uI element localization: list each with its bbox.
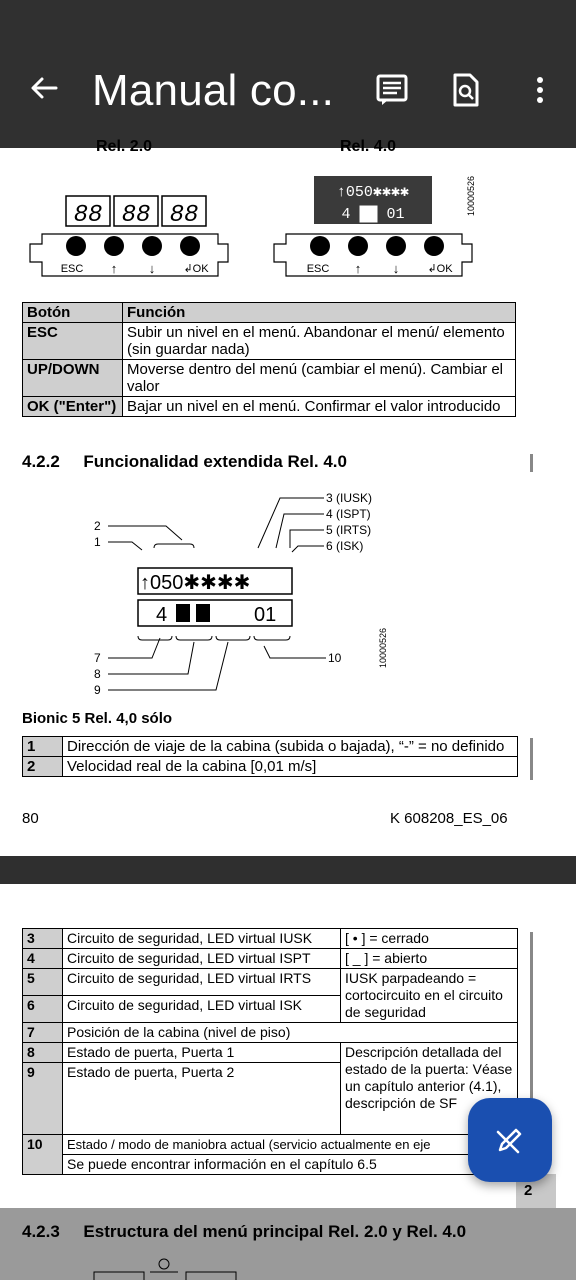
row-note: [ _ ] = abierto (341, 949, 518, 969)
search-document-icon[interactable] (446, 70, 486, 110)
figure-code: 10000526 (378, 627, 388, 668)
table-row (23, 969, 518, 996)
svg-text:↓: ↓ (392, 261, 400, 276)
svg-text:4 ██ 01: 4 ██ 01 (341, 206, 405, 223)
svg-text:↑: ↑ (354, 261, 362, 276)
row-key: 5 (23, 969, 63, 996)
annotate-fab[interactable] (468, 1098, 552, 1182)
callout-label: 2 (94, 519, 101, 533)
row-key: 4 (23, 949, 63, 969)
callout-label: 1 (94, 535, 101, 549)
section-heading-4-2-2: 4.2.2 Funcionalidad extendida Rel. 4.0 (22, 452, 347, 471)
change-bar (530, 454, 533, 472)
table-row (23, 949, 518, 969)
table-row (23, 360, 516, 397)
callout-label: 3 (IUSK) (326, 491, 373, 505)
svg-text:88: 88 (169, 202, 199, 229)
bionic-title: Bionic 5 Rel. 4,0 sólo (22, 710, 173, 727)
svg-text:ESC: ESC (306, 263, 330, 275)
callout-label: 8 (94, 667, 101, 681)
header-cell: Botón (23, 303, 123, 323)
pen-edit-icon (490, 1120, 530, 1160)
row-key: 8 (23, 1043, 63, 1063)
row-key: 7 (23, 1023, 63, 1043)
row-key: 9 (23, 1063, 63, 1135)
row-value: Subir un nivel en el menú. Abandonar el menú/ elemento (sin guardar nada) (123, 323, 516, 360)
callout-label: 5 (IRTS) (326, 523, 372, 537)
row-key: 10 (23, 1135, 63, 1175)
legend-table-2 (22, 928, 518, 1175)
table-header-row (23, 303, 516, 323)
row-value: Circuito de seguridad, LED virtual ISPT (63, 949, 341, 969)
table-row (23, 757, 518, 777)
row-key: 2 (23, 757, 63, 777)
header-cell: Función (123, 303, 516, 323)
svg-text:01: 01 (254, 604, 277, 626)
row-value: Moverse dentro del menú (cambiar el menú). Cambiar el valor (123, 360, 516, 397)
row-value: Posición de la cabina (nivel de piso) (63, 1023, 518, 1043)
svg-text:ESC: ESC (60, 263, 84, 275)
lcd-display (314, 176, 432, 224)
callout-label: 4 (ISPT) (326, 507, 371, 521)
table-row (23, 1043, 518, 1063)
svg-text:88: 88 (73, 202, 103, 229)
seven-segment-display (66, 196, 206, 229)
table-row (23, 737, 518, 757)
button-function-table (22, 302, 516, 417)
row-value: Velocidad real de la cabina [0,01 m/s] (63, 757, 518, 777)
svg-text:↑050✱✱✱✱: ↑050✱✱✱✱ (140, 572, 251, 594)
row-value: Estado de puerta, Puerta 1 (63, 1043, 341, 1063)
svg-text:↲OK: ↲OK (183, 263, 209, 275)
row-value: Circuito de seguridad, LED virtual ISK (63, 996, 341, 1023)
page-badge-text: 2 (524, 1182, 533, 1199)
legend-table-1 (22, 736, 518, 777)
row-key: OK ("Enter") (23, 397, 123, 417)
row-key: ESC (23, 323, 123, 360)
rel20-label-cut: Rel. 2.0 (96, 138, 153, 155)
rel40-label-cut: Rel. 4.0 (340, 138, 397, 155)
callout-label: 10 (328, 651, 342, 665)
row-value: Estado / modo de maniobra actual (servicio actualmente en eje (63, 1135, 518, 1155)
row-note: [ • ] = cerrado (341, 929, 518, 949)
table-row (23, 929, 518, 949)
keypad-figure (24, 176, 524, 288)
table-row (23, 1135, 518, 1155)
svg-text:↑050✱✱✱✱: ↑050✱✱✱✱ (336, 184, 410, 201)
table-row (23, 1155, 518, 1175)
page-number: 80 (22, 810, 39, 827)
row-value: Dirección de viaje de la cabina (subida o bajada), “-” = no definido (63, 737, 518, 757)
row-value: Estado de puerta, Puerta 2 (63, 1063, 341, 1135)
row-value: Circuito de seguridad, LED virtual IUSK (63, 929, 341, 949)
change-bar (530, 738, 533, 780)
row-key: UP/DOWN (23, 360, 123, 397)
row-value: Bajar un nivel en el menú. Confirmar el valor introducido (123, 397, 516, 417)
more-options-icon[interactable] (520, 70, 560, 110)
row-key: 3 (23, 929, 63, 949)
svg-text:↑: ↑ (110, 261, 118, 276)
bottom-overlay-strip (0, 1208, 576, 1280)
right-keypad (274, 234, 472, 276)
pdf-page-80 (0, 138, 576, 856)
menu-figure-cut (94, 1256, 244, 1280)
row-key: 6 (23, 996, 63, 1023)
row-value: Se puede encontrar información en el capítulo 6.5 (63, 1155, 518, 1175)
callout-label: 6 (ISK) (326, 539, 364, 553)
callout-label: 9 (94, 683, 101, 697)
table-row (23, 323, 516, 360)
row-note: Descripción detallada del estado de la puerta: Véase un capítulo anterior (4.1), descripción de SF (341, 1043, 518, 1135)
svg-text:4: 4 (156, 604, 168, 626)
document-code: K 608208_ES_06 (390, 810, 508, 827)
row-key: 1 (23, 737, 63, 757)
back-arrow-icon[interactable] (24, 68, 64, 108)
table-row (23, 1023, 518, 1043)
display-legend-diagram (80, 488, 420, 700)
row-note: IUSK parpadeando = cortocircuito en el circuito de seguridad (341, 969, 518, 1023)
section-heading-4-2-3: 4.2.3 Estructura del menú principal Rel. 2.0 y Rel. 4.0 (22, 1222, 467, 1241)
table-row (23, 397, 516, 417)
left-keypad (30, 234, 228, 276)
row-value: Circuito de seguridad, LED virtual IRTS (63, 969, 341, 996)
svg-text:10000526: 10000526 (466, 175, 476, 216)
svg-text:↲OK: ↲OK (427, 263, 453, 275)
document-title: Manual co... (92, 66, 335, 115)
comment-icon[interactable] (372, 70, 412, 110)
svg-text:↓: ↓ (148, 261, 156, 276)
app-bar (0, 0, 576, 148)
callout-label: 7 (94, 651, 101, 665)
svg-text:88: 88 (121, 202, 151, 229)
